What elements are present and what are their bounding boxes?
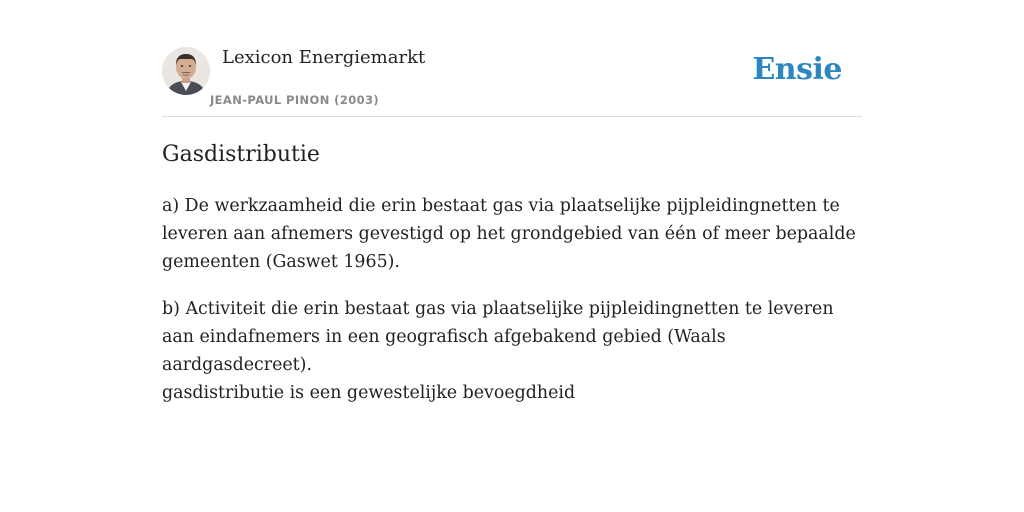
collection-title[interactable]: Lexicon Energiemarkt [222, 47, 426, 68]
author-avatar[interactable] [162, 47, 210, 95]
author-name[interactable]: JEAN-PAUL PINON (2003) [210, 93, 380, 107]
definition-paragraph-a: a) De werkzaamheid die erin bestaat gas via plaatselijke pijpleidingnetten te leveren aan afnemers gevestigd op het grondgebied van één of meer bepaalde gemeenten (Gaswet 1965). [162, 196, 856, 272]
definition-note: gasdistributie is een gewestelijke bevoegdheid [162, 383, 576, 403]
brand-logo[interactable]: Ensie [752, 52, 842, 87]
entry-header [162, 0, 862, 117]
entry-card [162, 0, 862, 512]
entry-title: Gasdistributie [162, 142, 320, 167]
definition-paragraph-b: b) Activiteit die erin bestaat gas via plaatselijke pijpleidingnetten te leveren aan eindafnemers in een geografisch afgebakend gebied (Waals aardgasdecreet). [162, 299, 834, 375]
author-portrait-icon [162, 47, 210, 95]
